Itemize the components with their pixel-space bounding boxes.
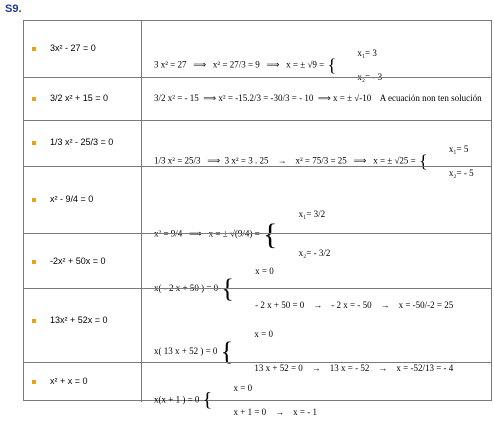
equations-table: [23, 20, 492, 418]
equation-text: 3/2 x² + 15 = 0: [50, 93, 109, 103]
root-2: x₂= - 3: [357, 72, 383, 83]
bullet-icon: [32, 319, 36, 323]
table-row: [24, 233, 491, 311]
root-2: 13 x + 52 = 0 → 13 x = - 52 → x = -52/13 = - 4: [254, 363, 454, 374]
table-row: [24, 362, 491, 418]
equation-cell: [24, 121, 142, 166]
bullet-icon: [32, 380, 36, 384]
table-row: [24, 288, 491, 374]
equation-text: 13x² + 52x = 0: [50, 315, 108, 325]
equation-cell: [24, 363, 142, 402]
solution-text: x² = 9/4 ⟹ x = ± √(9/4) = { x₁= 3/2 x₂= - 3/2: [154, 208, 331, 259]
root-2: x₂= - 3/2: [298, 248, 331, 259]
root-2: x + 1 = 0 → x = - 1: [233, 407, 317, 418]
equation-cell: [24, 167, 142, 233]
bullet-icon: [32, 198, 36, 202]
root-2: - 2 x + 50 = 0 → - 2 x = - 50 → x = -50/-2 = 25: [255, 300, 454, 311]
equation-cell: [24, 289, 142, 362]
equation-cell: [24, 78, 142, 120]
solution-text: x(x + 1 ) = 0 { x = 0 x + 1 = 0 → x = - 1: [154, 383, 317, 418]
table-row: [24, 120, 491, 179]
solution-text: 3 x² = 27 ⟹ x² = 27/3 = 9 ⟹ x = ± √9 = { x₁= 3 x₂= - 3: [154, 48, 383, 83]
equation-text: 3x² - 27 = 0: [50, 43, 96, 53]
root-1: x₁= 5: [448, 144, 469, 155]
solution-text: x( - 2 x + 50 ) = 0 { x = 0 - 2 x + 50 = 0 → - 2 x = - 50 → x = -50/-2 = 25: [154, 266, 454, 311]
table-row: [24, 77, 491, 120]
root-2: x₂= - 5: [448, 168, 474, 179]
root-1: x₁= 3/2: [298, 208, 326, 219]
equation-text: x² + x = 0: [50, 376, 88, 386]
equation-text: -2x² + 50x = 0: [50, 256, 106, 266]
root-1: x₁= 3: [357, 48, 377, 59]
equation-cell: [24, 234, 142, 288]
solution-text: x( 13 x + 52 ) = 0 { x = 0 13 x + 52 = 0 → 13 x = - 52 → x = -52/13 = - 4: [154, 329, 454, 374]
root-1: x = 0: [255, 266, 274, 277]
bullet-icon: [32, 141, 36, 145]
table-row: [24, 21, 491, 83]
bullet-icon: [32, 260, 36, 264]
equation-cell: [24, 21, 142, 77]
equation-text: x² - 9/4 = 0: [50, 194, 94, 204]
exercise-title: S9.: [5, 3, 22, 15]
solution-text: 1/3 x² = 25/3 ⟹ 3 x² = 3 . 25 → x² = 75/3 = 25 ⟹ x = ± √25 = { x₁= 5 x₂= - 5: [154, 144, 474, 179]
equation-text: 1/3 x² - 25/3 = 0: [50, 137, 114, 147]
bullet-icon: [32, 47, 36, 51]
bullet-icon: [32, 97, 36, 101]
solution-text: 3/2 x² = - 15 ⟹ x² = -15.2/3 = -30/3 = - 10 ⟹ x = ± √-10 A ecuación non ten solución: [154, 93, 482, 103]
table-row: [24, 166, 491, 259]
root-1: x = 0: [254, 329, 273, 340]
root-1: x = 0: [233, 383, 253, 394]
